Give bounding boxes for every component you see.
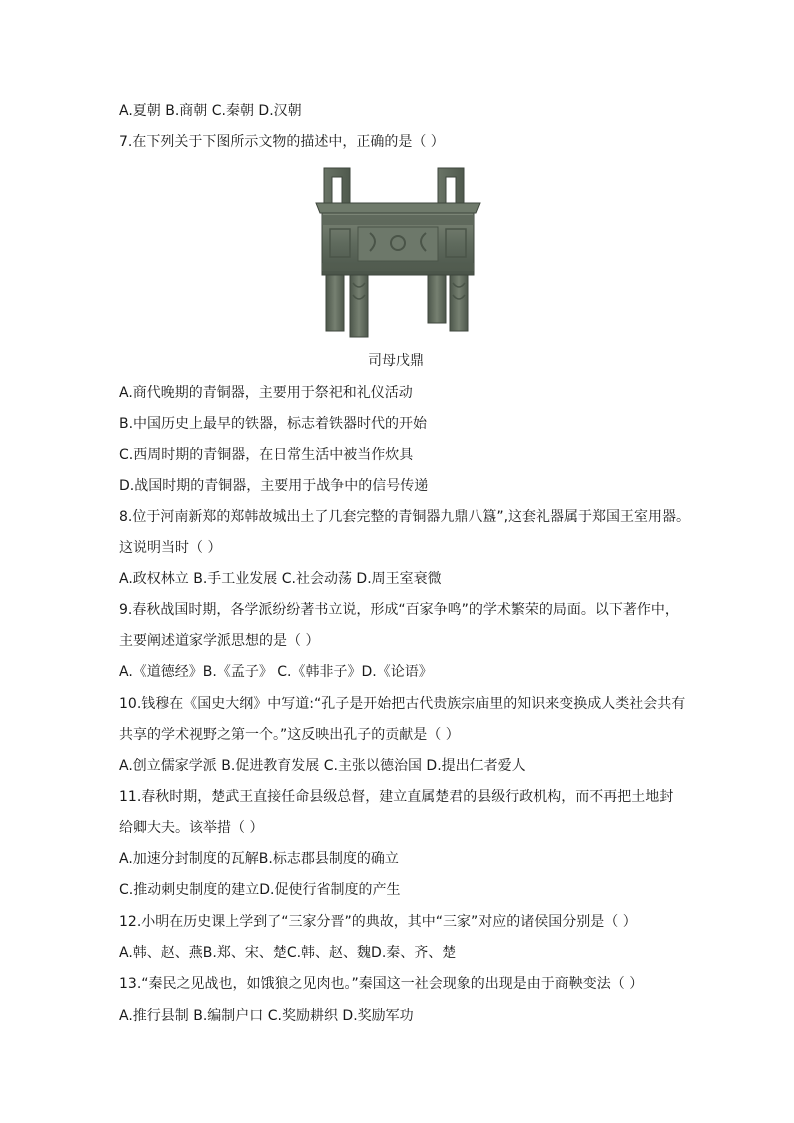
q7-option-c: C.西周时期的青铜器，在日常生活中被当作炊具 xyxy=(119,447,414,463)
q8-stem-line1: 8.位于河南新郑的郑韩故城出土了几套完整的青铜器九鼎八簋”,这套礼器属于郑国王室用器。 xyxy=(119,509,691,525)
q10-stem-line2: 共享的学术视野之第一个。”这反映出孔子的贡献是（ ） xyxy=(119,727,460,743)
bronze-ding-image xyxy=(310,163,485,341)
q13-options: A.推行县制 B.编制户口 C.奖励耕织 D.奖励军功 xyxy=(119,1008,414,1024)
q11-options-ab: A.加速分封制度的瓦解B.标志郡县制度的确立 xyxy=(119,851,399,867)
q9-options: A.《道德经》B.《孟子》 C.《韩非子》D.《论语》 xyxy=(119,664,433,680)
q8-options: A.政权林立 B.手工业发展 C.社会动荡 D.周王室衰微 xyxy=(119,571,442,587)
q13-stem: 13.“秦民之见战也，如饿狼之见肉也。”秦国这一社会现象的出现是由于商鞅变法（ ） xyxy=(119,976,644,992)
q9-stem-line1: 9.春秋战国时期，各学派纷纷著书立说，形成“百家争鸣”的学术繁荣的局面。以下著作中， xyxy=(119,602,679,618)
figure-caption: 司母戊鼎 xyxy=(368,353,424,369)
q7-option-d: D.战国时期的青铜器，主要用于战争中的信号传递 xyxy=(119,478,429,494)
q7-option-a: A.商代晚期的青铜器，主要用于祭祀和礼仪活动 xyxy=(119,385,413,401)
q7-option-b: B.中国历史上最早的铁器，标志着铁器时代的开始 xyxy=(119,416,428,432)
q9-stem-line2: 主要阐述道家学派思想的是（ ） xyxy=(119,633,320,649)
q11-stem-line2: 给卿大夫。该举措（ ） xyxy=(119,820,264,836)
q11-options-cd: C.推动刺史制度的建立D.促使行省制度的产生 xyxy=(119,882,401,898)
q8-stem-line2: 这说明当时（ ） xyxy=(119,540,222,556)
q10-stem-line1: 10.钱穆在《国史大纲》中写道:“孔子是开始把古代贵族宗庙里的知识来变换成人类社会共有 xyxy=(119,696,686,712)
q12-options: A.韩、赵、燕B.郑、宋、楚C.韩、赵、魏D.秦、齐、楚 xyxy=(119,945,457,961)
q12-stem: 12.小明在历史课上学到了“三家分晋”的典故，其中“三家”对应的诸侯国分别是（ ） xyxy=(119,914,637,930)
q11-stem-line1: 11.春秋时期，楚武王直接任命县级总督，建立直属楚君的县级行政机构，而不再把土地封 xyxy=(119,789,674,805)
q7-stem: 7.在下列关于下图所示文物的描述中，正确的是（ ） xyxy=(119,134,445,150)
ding-figure xyxy=(310,163,485,341)
q10-options: A.创立儒家学派 B.促进教育发展 C.主张以德治国 D.提出仁者爱人 xyxy=(119,758,526,774)
q6-options: A.夏朝 B.商朝 C.秦朝 D.汉朝 xyxy=(119,103,302,119)
